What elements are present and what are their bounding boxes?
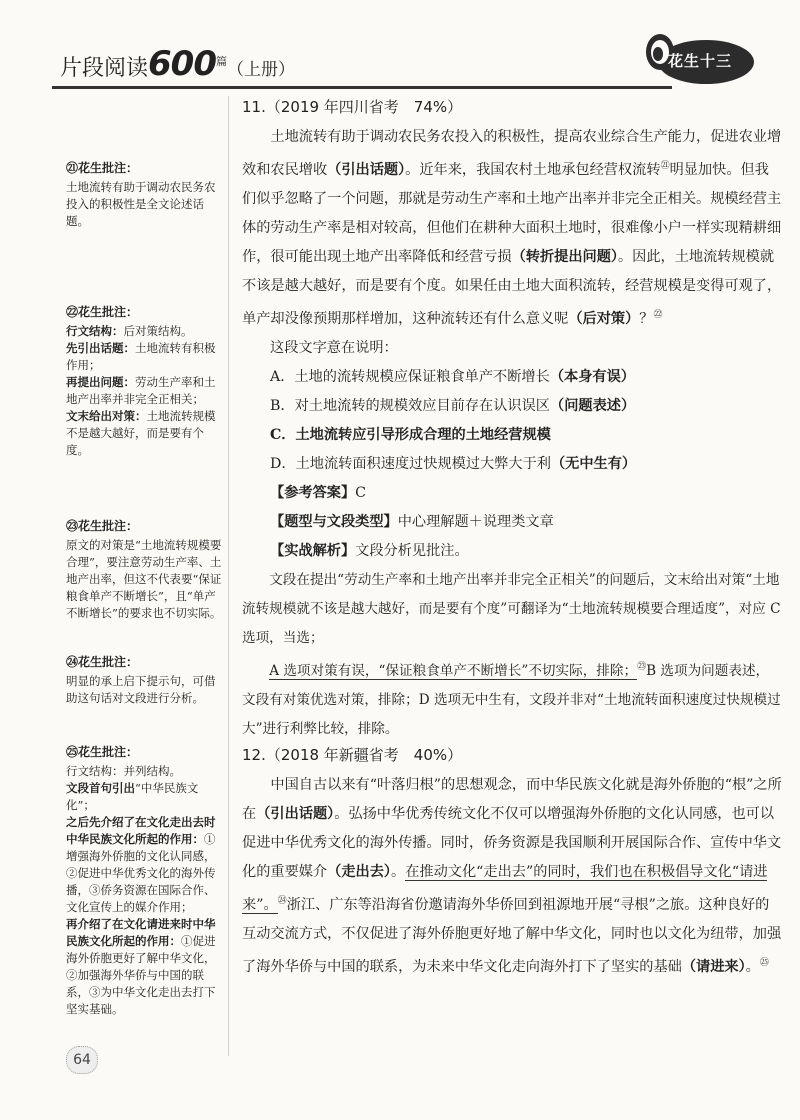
note-line: 再提出问题：劳动生产率和土地产出率并非完全正相关； xyxy=(66,375,216,406)
question-type: 【题型与文段类型】中心理解题＋说理类文章 xyxy=(270,514,554,530)
note-body: 土地流转有助于调动农民务农投入的积极性是全文论述话题。 xyxy=(66,180,216,228)
header-rule xyxy=(52,86,672,89)
option-d: D．土地流转面积速度过快规模过大弊大于利（无中生有） xyxy=(270,456,637,472)
analysis-1: 文段在提出“劳动生产率和土地产出率并非完全正相关”的问题后，文末给出对策“土地流转规模就不该是越大越好，而是要有个度”可翻译为“土地流转规模要合理适度”，对应 C 选项，当选； xyxy=(242,572,781,646)
column-divider xyxy=(228,96,229,1056)
note-title: ㉕花生批注： xyxy=(66,745,139,759)
note-title: ㉑花生批注： xyxy=(66,161,139,175)
note-22 xyxy=(66,304,224,459)
passage: 中国自古以来有“叶落归根”的思想观念，而中华民族文化就是海外侨胞的“根”之所在（引出话题）。弘扬中华优秀传统文化不仅可以增强海外侨胞的文化认同感，也可以促进中华优秀文化的海外传播。同时，侨务资源是我国顺利开展国际合作、宣传中华文化的重要媒介（走出去）。在推动文化“走出去”的同时，我们也在积极倡导文化“请进来”。$^㉔$浙江、广东等沿海省份邀请海外华侨回到祖源地开展“寻根”之旅。这种良好的互动交流方式，不仅促进了海外侨胞更好地了解中华文化，同时也以文化为纽带，加强了海外华侨与中国的联系，为未来中华文化走向海外打下了坚实的基础（请进来）。$^㉕$ xyxy=(242,777,782,975)
note-25 xyxy=(66,744,224,1018)
note-body: 明显的承上启下提示句，可借助这句话对文段进行分析。 xyxy=(66,674,216,705)
page-number: 64 xyxy=(66,1046,98,1074)
question-stem: 这段文字意在说明： xyxy=(270,340,398,356)
note-line: 行文结构：并列结构。 xyxy=(66,764,181,778)
note-line: 文末给出对策：土地流转规模不是越大越好，而是要有个度。 xyxy=(66,409,216,457)
note-title: ㉒花生批注： xyxy=(66,305,139,319)
note-23 xyxy=(66,518,224,622)
note-line: 之后先介绍了在文化走出去时中华民族文化所起的作用：①增强海外侨胞的文化认同感，②促进中华优秀文化的海外传播，③侨务资源在国际合作、文化宣传上的媒介作用； xyxy=(66,815,216,914)
note-line: 行文结构：后对策结构。 xyxy=(66,324,193,338)
analysis-2: A 选项对策有误，“保证粮食单产不断增长”不切实际，排除；$^㉓$B 选项为问题表述，文段有对策优选对策，排除；D 选项无中生有，文段并非对“土地流转面积速度过快规模过大”进行利弊比较，排除。 xyxy=(242,662,781,737)
note-line: 再介绍了在文化请进来时中华民族文化所起的作用：①促进海外侨胞更好了解中华文化，②加强海外华侨与中国的联系，③为中华文化走出去打下坚实基础。 xyxy=(66,917,216,1016)
note-title: ㉓花生批注： xyxy=(66,519,139,533)
title-volume: （上册） xyxy=(227,60,295,80)
option-c: C．土地流转应引导形成合理的土地经营规模 xyxy=(270,427,551,443)
logo-text: 花生十三 xyxy=(668,52,733,70)
note-line: 文段首句引出“中华民族文化”； xyxy=(66,781,199,812)
question-11 xyxy=(242,96,782,744)
book-title xyxy=(60,44,295,84)
reference-answer: 【参考答案】C xyxy=(270,485,366,501)
note-21 xyxy=(66,160,224,230)
title-prefix: 片段阅读 xyxy=(60,56,149,81)
page-header xyxy=(0,0,800,100)
solution-label: 【实战解析】文段分析见批注。 xyxy=(270,543,469,559)
note-title: ㉔花生批注： xyxy=(66,655,139,669)
note-24 xyxy=(66,654,224,707)
title-pian: 篇 xyxy=(216,55,227,68)
question-12 xyxy=(242,744,782,982)
option-a: A．土地的流转规模应保证粮食单产不断增长（本身有误） xyxy=(270,369,635,385)
passage: 土地流转有助于调动农民务农投入的积极性，提高农业综合生产能力，促进农业增效和农民增收（引出话题）。近年来，我国农村土地承包经营权流转$^㉑$明显加快。但我们似乎忽略了一个问题，那就是劳动生产率和土地产出率并非完全正相关。规模经营主体的劳动生产率是相对较高，但他们在耕种大面积土地时，很难像小户一样实现精耕细作，很可能出现土地产出率降低和经营亏损（转折提出问题）。因此，土地流转规模就不该是越大越好，而是要有个度。如果任由土地大面积流转，经营规模是变得可观了，单产却没像预期那样增加，这种流转还有什么意义呢（后对策）？$^㉒$ xyxy=(242,129,782,327)
question-heading: 12.（2018 年新疆省考 40%） xyxy=(242,746,463,764)
note-line: 先引出话题：土地流转有积极作用； xyxy=(66,341,216,372)
question-heading: 11.（2019 年四川省考 74%） xyxy=(242,98,463,116)
option-b: B．对土地流转的规模效应目前存在认识误区（问题表述） xyxy=(270,398,636,414)
title-number: 600 xyxy=(148,44,216,84)
note-body: 原文的对策是“土地流转规模要合理”，要注意劳动生产率、土地产出率，但这不代表要“保证粮食单产不断增长”，且“单产不断增长”的要求也不切实际。 xyxy=(66,538,222,620)
